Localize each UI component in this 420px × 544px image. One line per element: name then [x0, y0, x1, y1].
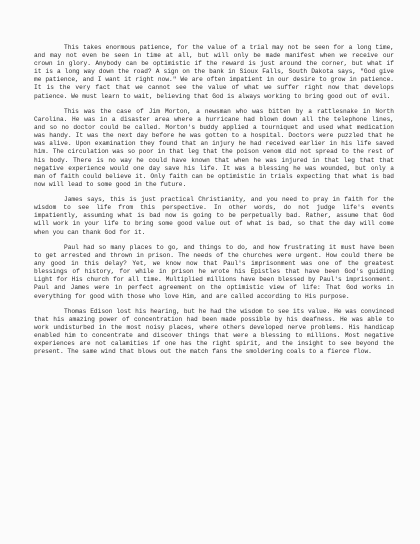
- paragraph-text: Paul had so many places to go, and things to do, and how frustrating it must have been to get arrested and thrown in prison. The needs of the churches were urgent. How could there be any good in this delay? Yet, we know now that Paul's imprisonment was one of the greatest blessings of history, for while in prison he wrote his Epistles that have been God's guiding Light for His church for all time. Multiplied millions have been blessed by Paul's imprisonment. Paul and James were in perfect agreement on the optimistic view of life: That God works in everything for good with those who love Him, and are called according to His purpose.: [34, 243, 394, 300]
- body-text: [34, 44, 394, 364]
- paragraph-2: [34, 108, 394, 189]
- paragraph-3: [34, 196, 394, 236]
- paragraph-text: James says, this is just practical Christianity, and you need to pray in faith for the wisdom to see life from this perspective. In other words, do not judge life's events impatiently, assuming what is bad now is going to be perpetually bad. Rather, assume that God will work in your life to bring some good value out of what is bad, so that the day will come when you can thank God for it.: [34, 196, 394, 236]
- paragraph-4: [34, 244, 394, 301]
- paragraph-text: This takes enormous patience, for the value of a trial may not be seen for a long time, and may not even be seen in time at all, but will only be made manifest when we receive our crown in glory. Anybody can be optimistic if the reward is just around the corner, but what if it is a long way down the road? A sign on the bank in Sioux Falls, South Dakota says, "God give me patience, and I want it right now." We are often impatient in our desire to grow in patience. It is the very fact that we cannot see the value of what we suffer right now that develops patience. We must learn to wait, believing that God is always working to bring good out of evil.: [34, 44, 394, 100]
- paragraph-5: [34, 308, 394, 357]
- paragraph-1: [34, 44, 394, 101]
- paragraph-text: This was the case of Jim Morton, a newsman who was bitten by a rattlesnake in North Carolina. He was in a disaster area where a hurricane had blown down all the telephone lines, and so no doctor could be called. Morton's buddy applied a tourniquet and used what medication was handy. It was the next day before he was gotten to a hospital. Doctors were puzzled that he was alive. Upon examination they found that an injury he had received earlier in his life saved him. The circulation was so poor in that leg that the poison venom did not spread to the rest of his body. There is no way he could have known that when he was injured in that leg that that negative experience would one day save his life. It was a blessing he was wounded, but only a man of faith could believe it. Only faith can be optimistic in trials expecting that what is bad now will lead to some good in the future.: [34, 107, 394, 188]
- paragraph-text: Thomas Edison lost his hearing, but he had the wisdom to see its value. He was convinced that his amazing power of concentration had been made possible by his deafness. He was able to work undisturbed in the most noisy places, where others developed nerve problems. His handicap enabled him to concentrate and discover things that were a blessing to millions. Most negative experiences are not calamities if one has the right spirit, and the insight to see beyond the present. The same wind that blows out the match fans the smoldering coals to a fierce flow.: [34, 307, 394, 356]
